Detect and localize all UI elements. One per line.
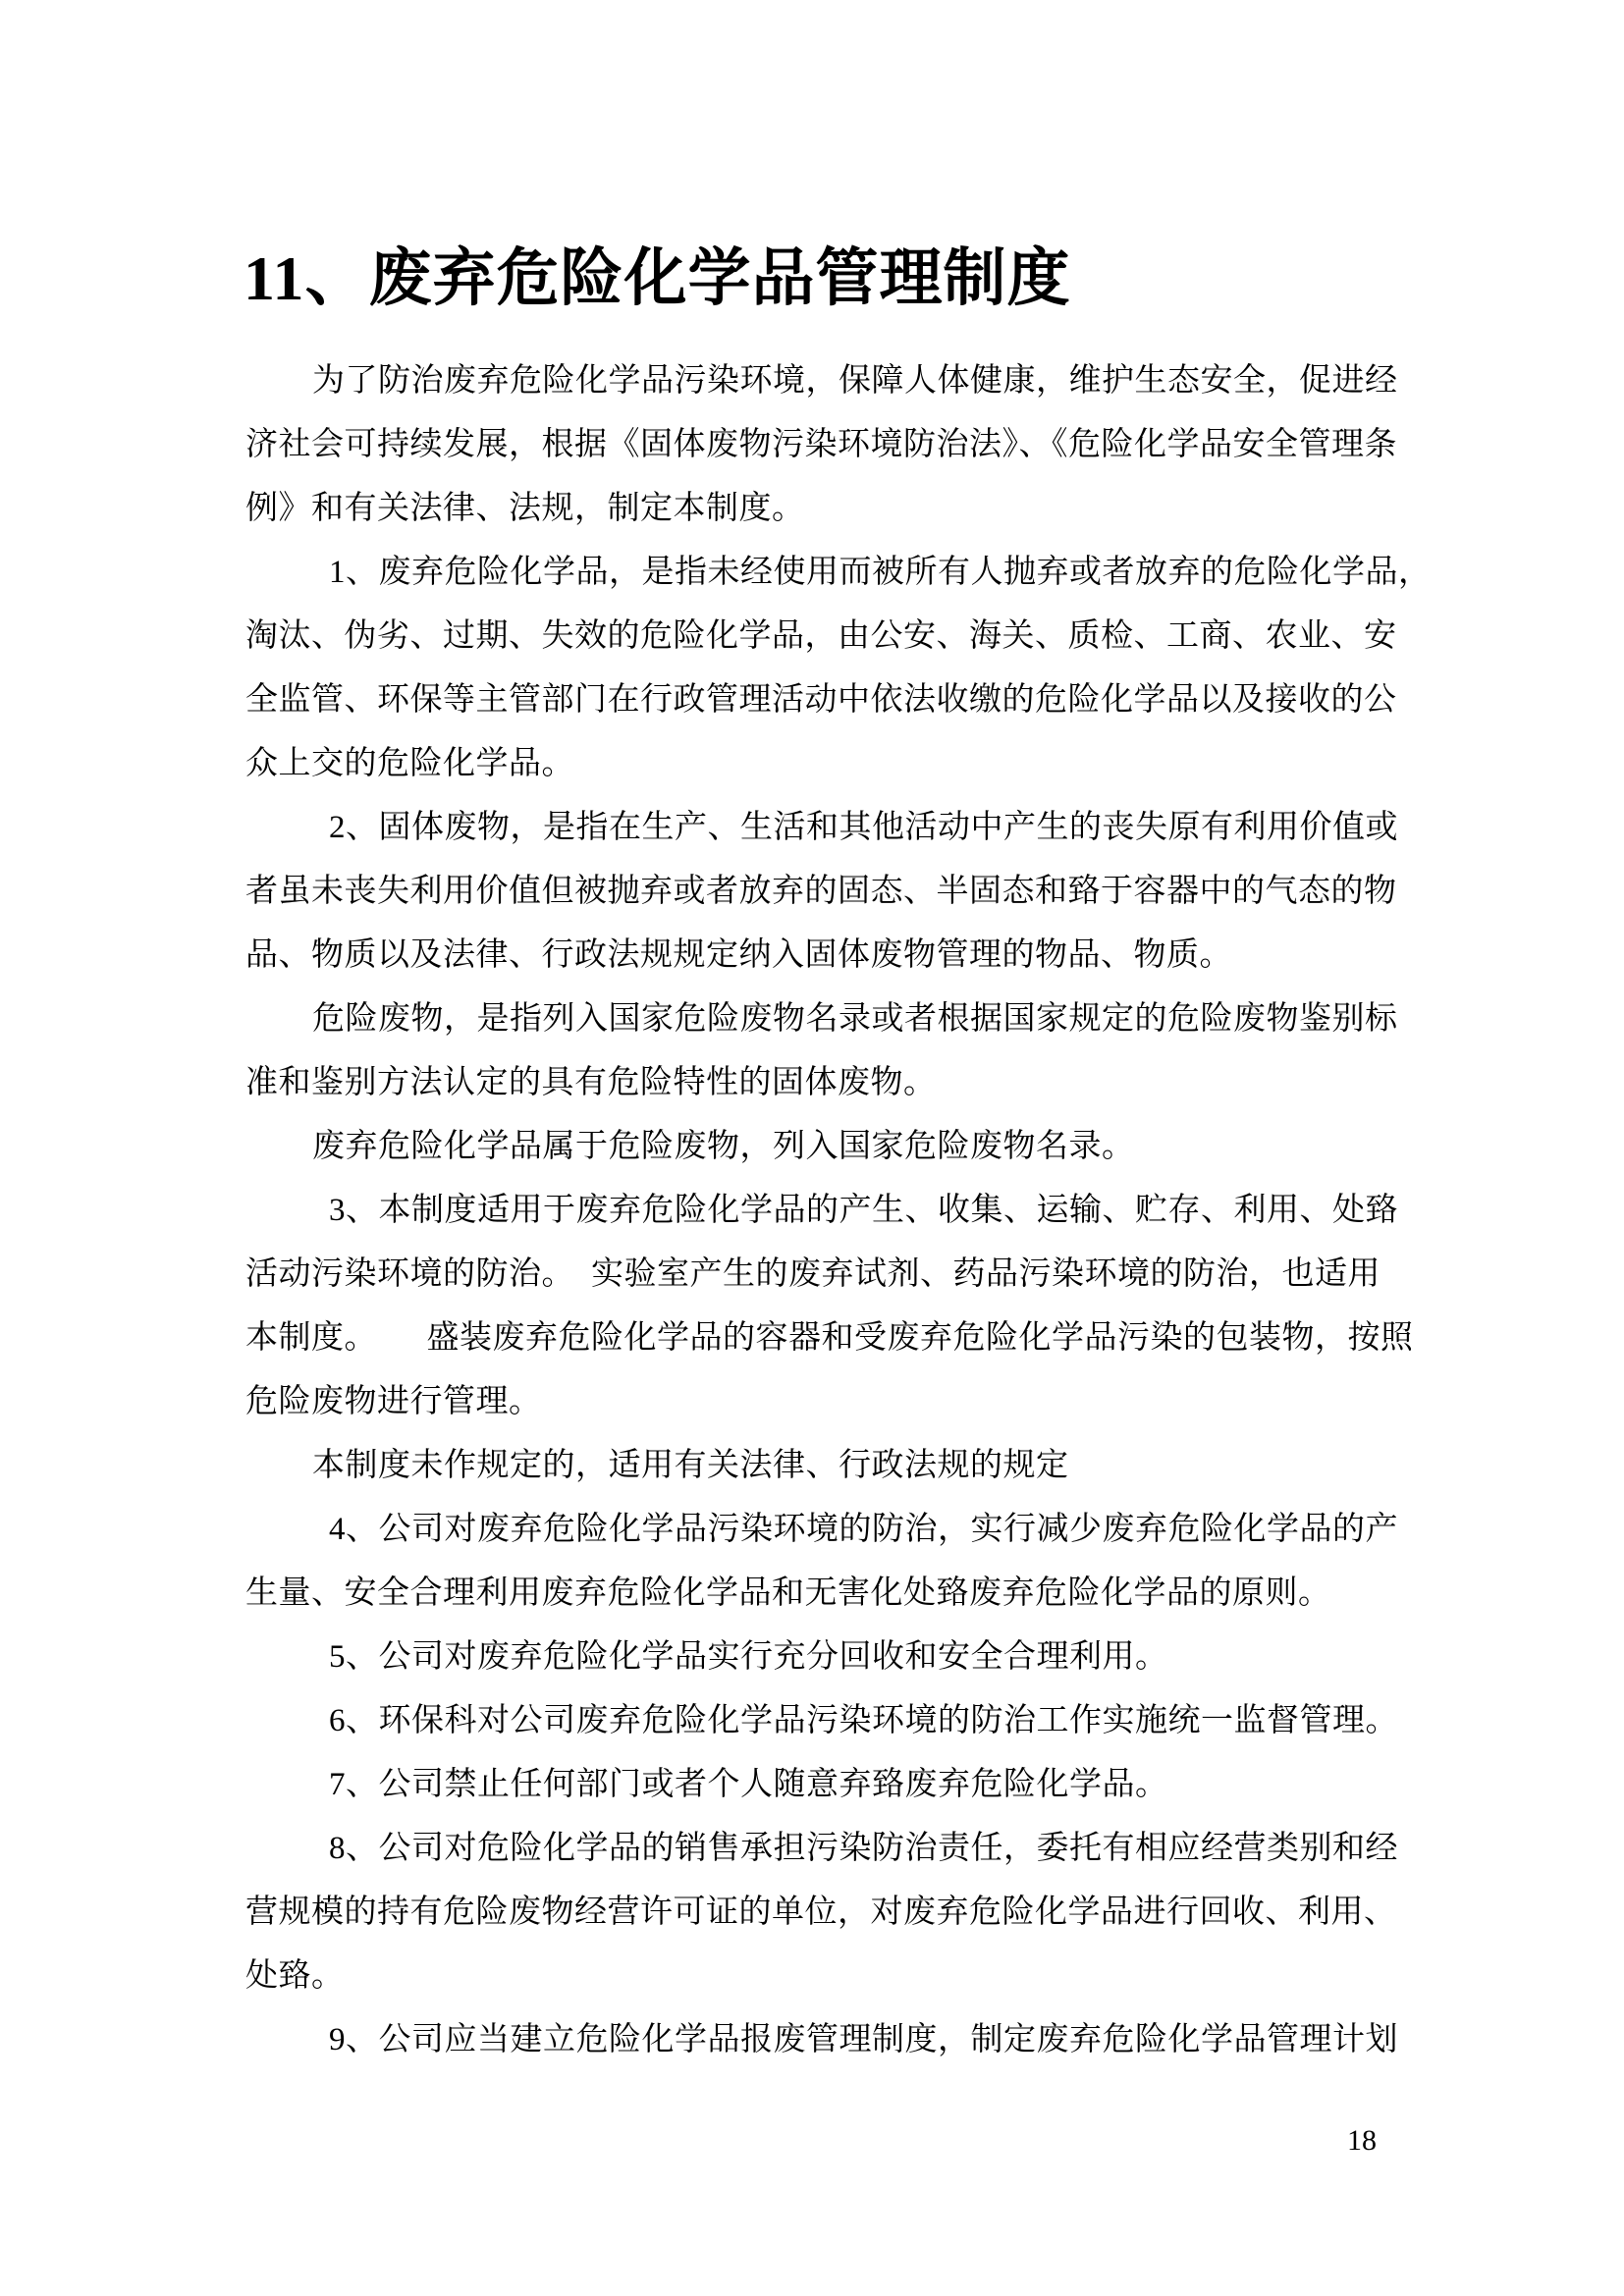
text-line: 9、公司应当建立危险化学品报废管理制度，制定废弃危险化学品管理计划 [329,2022,1398,2057]
text-line: 废弃危险化学品属于危险废物，列入国家危险废物名录。 [312,1129,1135,1164]
text-line: 众上交的危险化学品。 [245,746,574,781]
text-line: 2、固体废物，是指在生产、生活和其他活动中产生的丧失原有利用价值或 [329,810,1398,845]
text-line: 活动污染环境的防治。 实验室产生的废弃试剂、药品污染环境的防治，也适用 [245,1256,1380,1292]
text-line: 6、环保科对公司废弃危险化学品污染环境的防治工作实施统一监督管理。 [329,1703,1398,1738]
text-line: 8、公司对危险化学品的销售承担污染防治责任，委托有相应经营类别和经 [329,1831,1398,1866]
text-line: 3、本制度适用于废弃危险化学品的产生、收集、运输、贮存、利用、处臵 [329,1193,1398,1228]
text-line: 危险废物进行管理。 [245,1384,542,1419]
text-line: 本制度。 盛装废弃危险化学品的容器和受废弃危险化学品污染的包装物，按照 [245,1320,1414,1356]
text-line: 7、公司禁止任何部门或者个人随意弃臵废弃危险化学品。 [329,1767,1168,1802]
page-number: 18 [1347,2124,1377,2157]
text-line: 营规模的持有危险废物经营许可证的单位，对废弃危险化学品进行回收、利用、 [245,1895,1397,1930]
document-title: 11、废弃危险化学品管理制度 [244,242,1071,313]
text-line: 1、废弃危险化学品，是指未经使用而被所有人抛弃或者放弃的危险化学品， [329,555,1432,590]
text-line: 全监管、环保等主管部门在行政管理活动中依法收缴的危险化学品以及接收的公 [245,682,1397,718]
document-body [245,349,1432,2072]
text-line: 准和鉴别方法认定的具有危险特性的固体废物。 [245,1065,937,1100]
text-line: 处臵。 [245,1958,345,1994]
text-line: 者虽未丧失利用价值但被抛弃或者放弃的固态、半固态和臵于容器中的气态的物 [245,874,1397,909]
text-line: 本制度未作规定的，适用有关法律、行政法规的规定 [312,1448,1069,1483]
text-line: 例》和有关法律、法规，制定本制度。 [245,491,805,526]
text-line: 为了防治废弃危险化学品污染环境，保障人体健康，维护生态安全，促进经 [312,363,1398,399]
text-line: 品、物质以及法律、行政法规规定纳入固体废物管理的物品、物质。 [245,937,1232,973]
text-line: 生量、安全合理利用废弃危险化学品和无害化处臵废弃危险化学品的原则。 [245,1575,1331,1611]
text-line: 危险废物，是指列入国家危险废物名录或者根据国家规定的危险废物鉴别标 [312,1001,1398,1037]
text-line: 济社会可持续发展，根据《固体废物污染环境防治法》、《危险化学品安全管理条 [245,427,1397,462]
text-line: 4、公司对废弃危险化学品污染环境的防治，实行减少废弃危险化学品的产 [329,1512,1398,1547]
text-line: 5、公司对废弃危险化学品实行充分回收和安全合理利用。 [329,1639,1168,1675]
text-line: 淘汰、伪劣、过期、失效的危险化学品，由公安、海关、质检、工商、农业、安 [245,618,1397,654]
